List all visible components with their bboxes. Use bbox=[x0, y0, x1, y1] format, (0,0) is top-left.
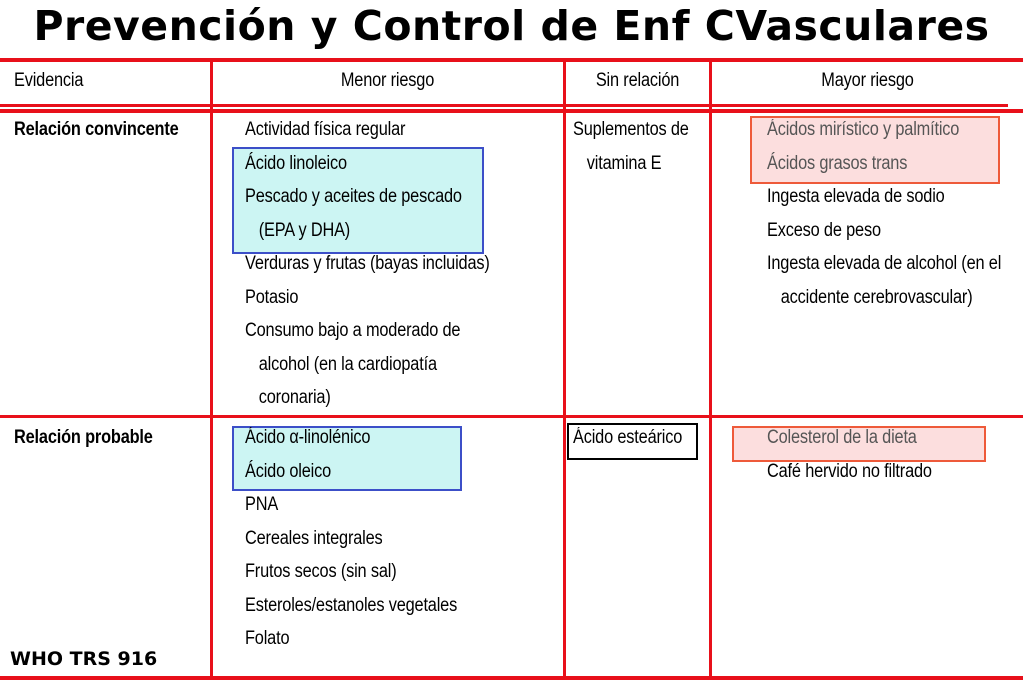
list-item: Actividad física regular bbox=[245, 119, 406, 140]
list-item: Suplementos de bbox=[573, 119, 689, 140]
sin-list-probable bbox=[573, 421, 682, 455]
list-item: Colesterol de la dieta bbox=[767, 427, 917, 448]
list-item: Pescado y aceites de pescado bbox=[245, 186, 462, 207]
source-label: WHO TRS 916 bbox=[10, 648, 158, 670]
row-divider bbox=[0, 415, 1023, 418]
list-item: Frutos secos (sin sal) bbox=[245, 561, 397, 582]
row-label-probable: Relación probable bbox=[14, 427, 153, 448]
list-item: Esteroles/estanoles vegetales bbox=[245, 594, 458, 616]
list-item: coronaria) bbox=[258, 387, 331, 408]
mayor-list-probable bbox=[767, 421, 932, 488]
header-sin-relacion: Sin relación bbox=[595, 70, 680, 91]
row-label-convincente: Relación convincente bbox=[14, 119, 179, 140]
list-item: Ingesta elevada de sodio bbox=[767, 186, 945, 207]
column-divider-1 bbox=[210, 58, 213, 680]
header-bottom-border bbox=[0, 104, 1008, 107]
header-menor-riesgo: Menor riesgo bbox=[340, 70, 435, 91]
list-item: Ácidos mirístico y palmítico bbox=[767, 119, 960, 140]
list-item: Potasio bbox=[245, 286, 299, 308]
list-item: vitamina E bbox=[586, 152, 662, 174]
list-item: Ácido esteárico bbox=[573, 427, 683, 448]
list-item: Exceso de peso bbox=[767, 219, 881, 241]
list-item: PNA bbox=[245, 494, 279, 515]
list-item: Ácido oleico bbox=[245, 460, 332, 482]
menor-list-probable bbox=[245, 421, 457, 656]
list-item: (EPA y DHA) bbox=[258, 219, 351, 241]
list-item: Verduras y frutas (bayas incluidas) bbox=[245, 253, 490, 274]
list-item: Ácido α-linolénico bbox=[245, 427, 371, 448]
list-item: Café hervido no filtrado bbox=[767, 460, 932, 482]
header-evidencia: Evidencia bbox=[14, 70, 84, 91]
mayor-list-convincente bbox=[767, 113, 1001, 314]
list-item: Folato bbox=[245, 628, 290, 649]
table-top-border bbox=[0, 58, 1023, 62]
list-item: Consumo bajo a moderado de bbox=[245, 320, 461, 341]
table-bottom-border bbox=[0, 676, 1023, 680]
column-divider-2 bbox=[563, 58, 566, 680]
list-item: accidente cerebrovascular) bbox=[780, 286, 973, 308]
list-item: alcohol (en la cardiopatía bbox=[258, 353, 437, 375]
list-item: Ácido linoleico bbox=[245, 152, 347, 174]
list-item: Cereales integrales bbox=[245, 527, 383, 549]
header-mayor-riesgo: Mayor riesgo bbox=[821, 70, 914, 91]
column-divider-3 bbox=[709, 58, 712, 680]
menor-list-convincente bbox=[245, 113, 490, 415]
list-item: Ingesta elevada de alcohol (en el bbox=[767, 253, 1002, 274]
list-item: Ácidos grasos trans bbox=[767, 152, 908, 174]
page-title: Prevención y Control de Enf CVasculares bbox=[33, 2, 990, 50]
sin-list-convincente bbox=[573, 113, 689, 180]
